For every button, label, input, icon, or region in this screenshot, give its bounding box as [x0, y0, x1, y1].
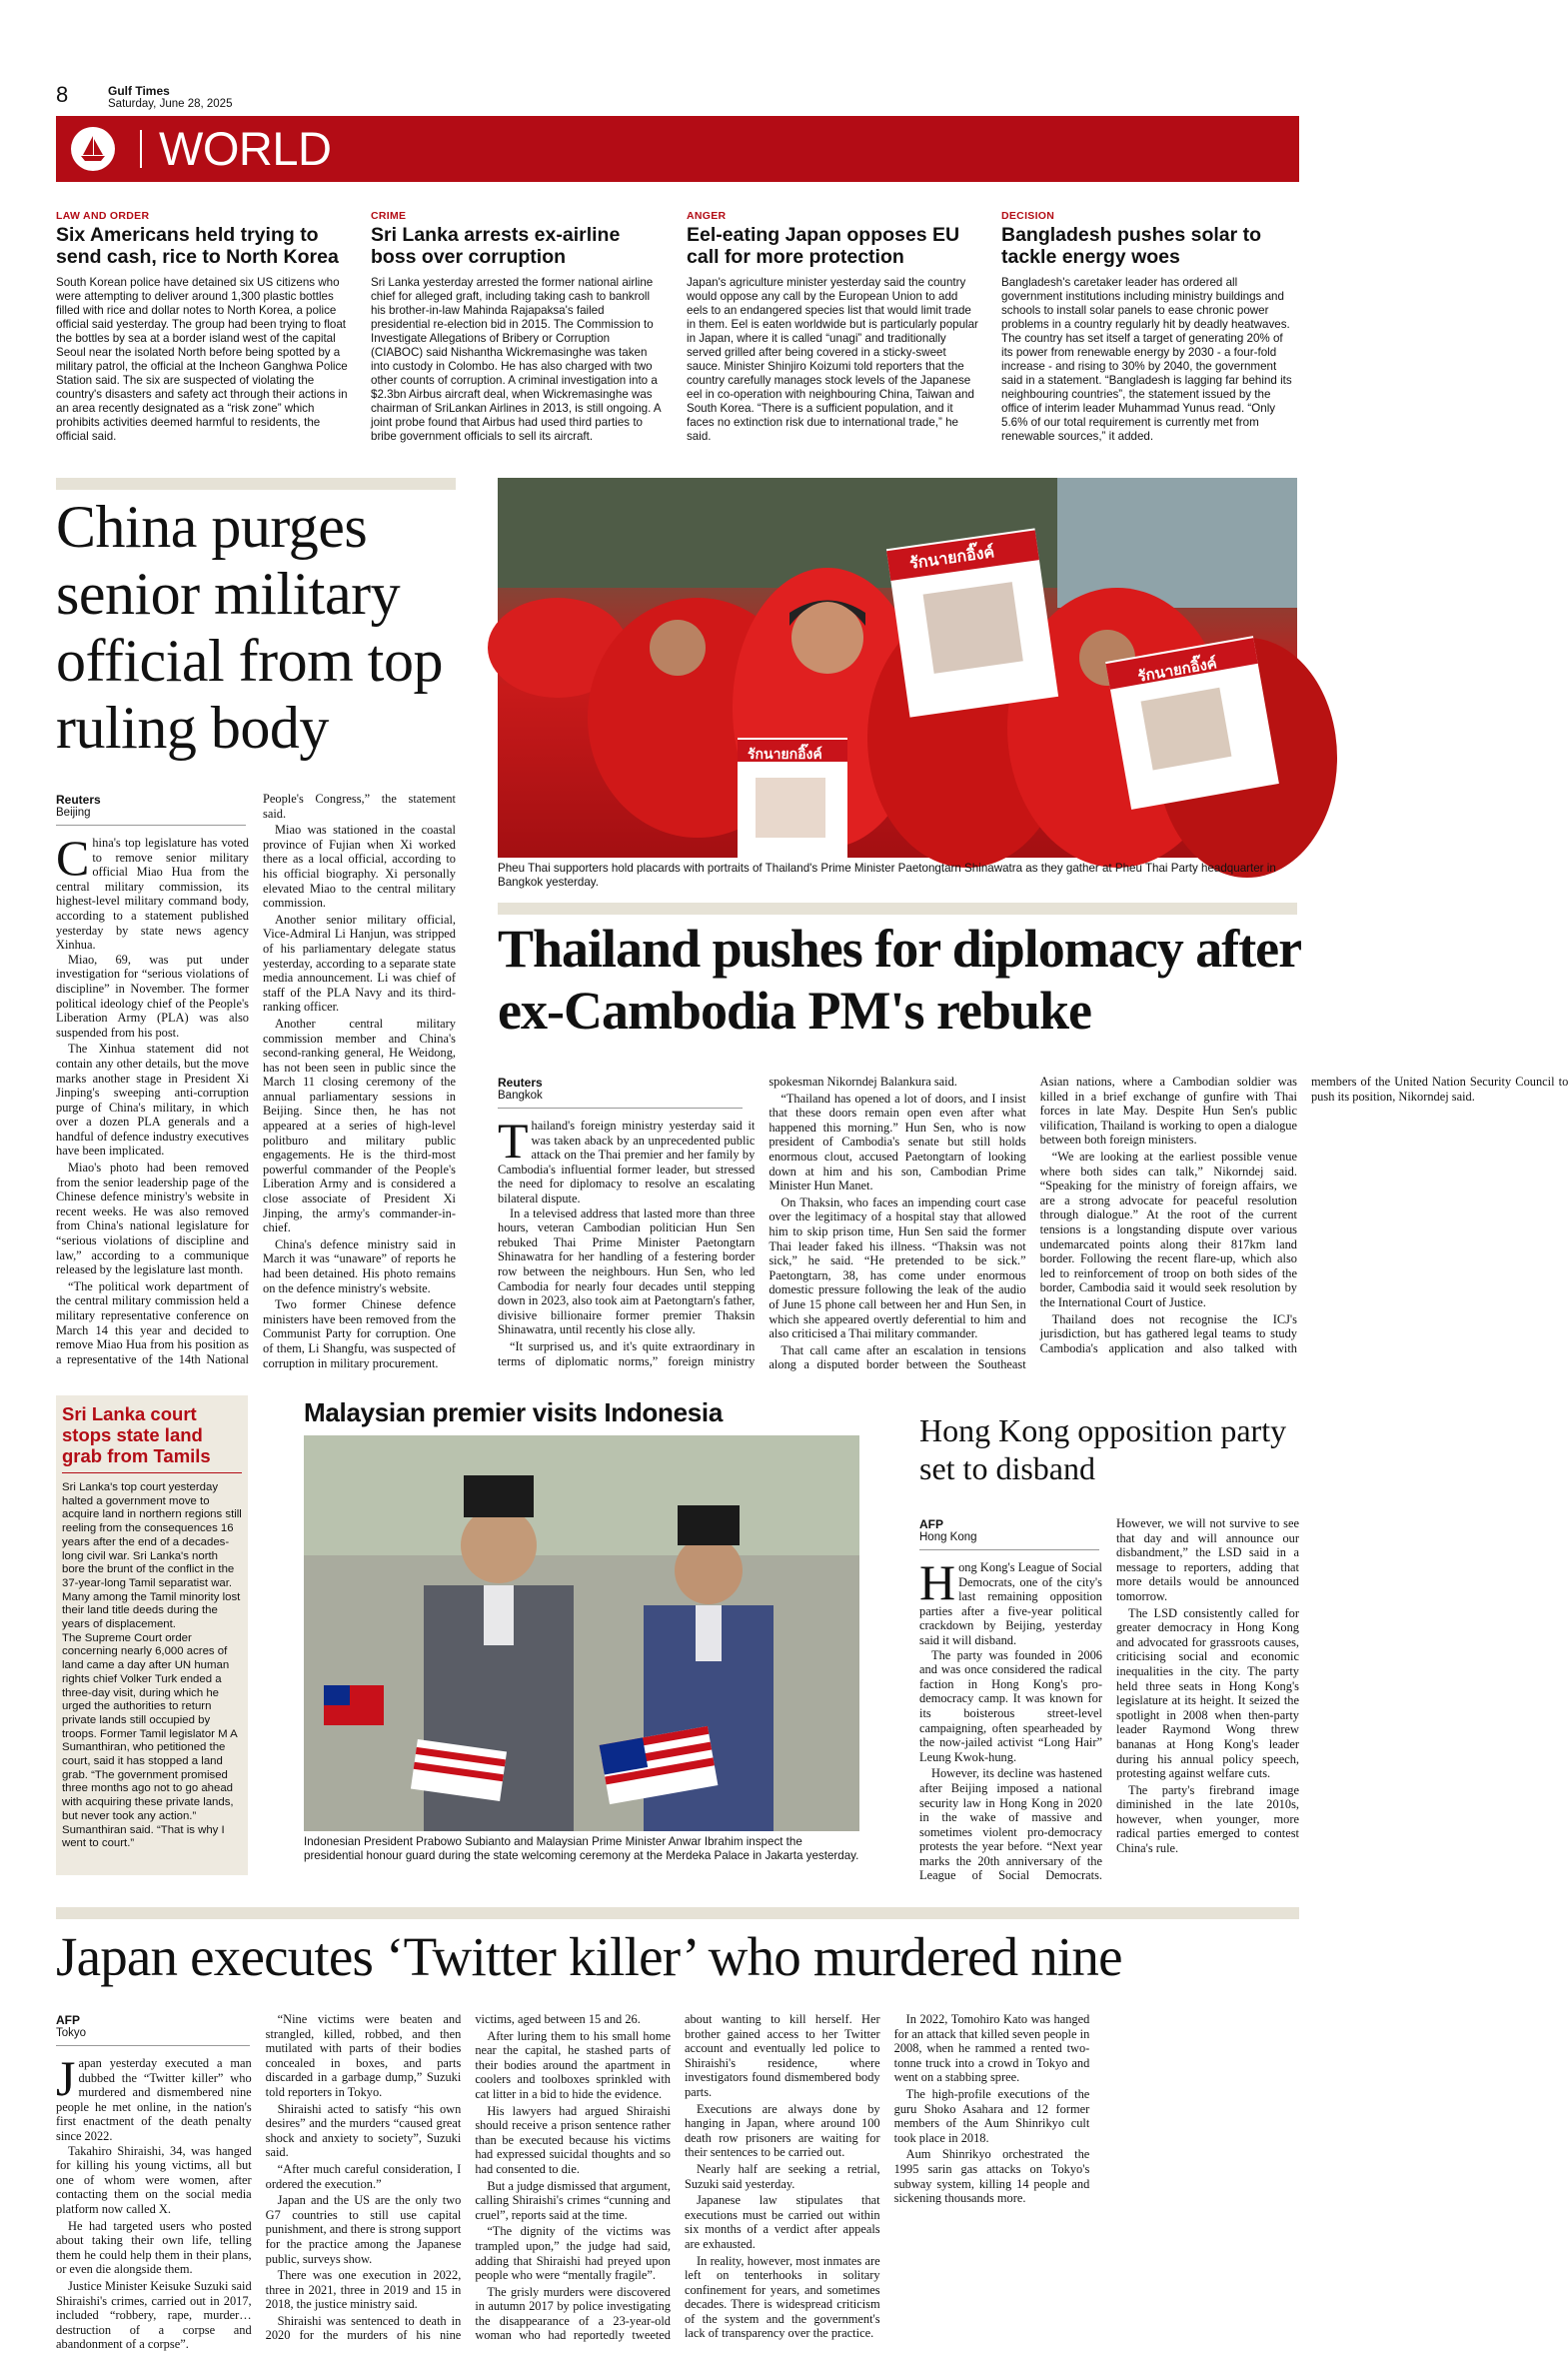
paragraph: “After much careful consideration, I ordered the execution.”	[265, 2161, 462, 2191]
byline-agency: AFP	[919, 1517, 943, 1531]
paragraph: In reality, however, most inmates are left on tenterhooks in solitary confinement for years, and sometimes decades. There is widespread criticism of the system and the government's lack of transparency over the practice.	[684, 2253, 880, 2341]
malaysia-headline: Malaysian premier visits Indonesia	[304, 1397, 723, 1427]
dhow-boat-icon	[71, 127, 115, 171]
brief-anger	[687, 210, 978, 444]
paragraph: Another central military commission member and China's second-ranking general, He Weidong, has not been seen in public since the March 11 closing ceremony of the annual parliamentary sessions in Beijing. Since then, he has not appeared at a series of high-level politburo and military public engagements. He is the third-most powerful commander of the People's Liberation Army and is considered a close associate of President Xi Jinping, the army's commander-in-chief.	[263, 1016, 456, 1235]
paragraph: His lawyers had argued Shiraishi should receive a prison sentence rather than be executed because his victims had expressed suicidal thoughts and so had consented to die.	[475, 2103, 671, 2176]
srilanka-box	[56, 1395, 248, 1875]
paragraph: The party's firebrand image diminished in the late 2010s, however, when younger, more radical parties emerged to contest China's rule.	[1116, 1782, 1299, 1856]
paragraph: Japan yesterday executed a man dubbed the “Twitter killer” who murdered and dismembered nine people he met online, in the nation's first enactment of the death penalty since 2022.	[56, 2050, 252, 2143]
srilanka-body: Sri Lanka's top court yesterday halted a government move to acquire land in northern regions still reeling from the consequences 16 years after the end of a decades-long civil war. Sri Lanka's north bore the brunt of the conflict in the 37-year-long Tamil separatist war. Many among the Tamil minority lost their land title deeds during the years of displacement. The Supreme Court order concerning nearly 6,000 acres of land came a day after UN human rights chief Volker Turk ended a three-day visit, during which he urged the authorities to return private lands still occupied by troops. Former Tamil legislator M A Sumanthiran, who petitioned the court, said it has stopped a land grab. “The government promised three months ago not to go ahead with acquiring these private lands, but never took any action.” Sumanthiran said. “That is why I went to court.”	[62, 1481, 242, 1850]
brief-law-and-order	[56, 210, 348, 444]
paragraph: “The political work department of the central military commission held a military representative conference on March 14 this year and decided to remove Miao Hua from his position as a representative of the 14th National People's Congress,” the statement said.	[56, 792, 456, 1366]
brief-kicker: LAW AND ORDER	[56, 210, 150, 222]
brief-decision	[1001, 210, 1297, 444]
paragraph: There was one execution in 2022, three in 2021, three in 2019 and 15 in 2018, the justice ministry said.	[265, 2268, 462, 2312]
brief-headline: Bangladesh pushes solar to tackle energy woes	[1001, 224, 1262, 268]
paragraph: Shiraishi was sentenced to death in 2020 for the murders of his nine victims, aged between 15 and 26.	[265, 2012, 641, 2343]
paragraph: The high-profile executions of the guru Shoko Asahara and 12 former members of the Aum Shinrikyo cult took place in 2018.	[893, 2086, 1090, 2145]
byline-dateline: Tokyo	[56, 2027, 87, 2039]
paragraph: “We are looking at the earliest possible venue where both sides can talk,” Nikorndej said. “Speaking for the ministry of foreign affairs, we are a strong advocate for peaceful resolution through dialogue.” At the root of the current tensions is a longstanding dispute over various undemarcated points along their 817km land border. Following the recent flare-up, which also led to reinforcement of troop on both sides of the border, Cambodia said it would seek resolution by the International Court of Justice.	[1039, 1149, 1297, 1309]
thailand-headline: Thailand pushes for diplomacy after ex-Cambodia PM's rebuke	[498, 919, 1301, 1041]
leaders-illustration	[304, 1435, 859, 1831]
placard-text: รักนายกอิ๊งค์	[1136, 655, 1219, 686]
byline-dateline: Hong Kong	[919, 1531, 977, 1543]
brief-body: Japan's agriculture minister yesterday said the country would oppose any call by the European Union to add eels to an endangered species list that would limit trade in them. Eel is eaten worldwide but is particularly popular in Japan, where it is called “unagi” and traditionally served grilled after being covered in a sticky-sweet sauce. Minister Shinjiro Koizumi told reporters that the country carefully manages stock levels of the Japanese eel in co-operation with neighbouring China, Taiwan and South Korea. “There is a sufficient population, and it faces no extinction risk due to international trade,” he said.	[687, 276, 978, 443]
srilanka-headline: Sri Lanka court stops state land grab from Tamils	[62, 1403, 211, 1466]
banner-divider	[140, 130, 142, 168]
paragraph: “The dignity of the victims was trampled upon,” the judge had said, adding that Shiraishi had preyed upon people who were “mentally fragile”.	[475, 2224, 671, 2283]
thailand-protest-photo	[498, 478, 1297, 858]
byline-dateline: Beijing	[56, 807, 91, 819]
masthead-date: Saturday, June 28, 2025	[108, 98, 233, 110]
paragraph: Another senior military official, Vice-Admiral Li Hanjun, was stripped of his parliamentary delegate status yesterday, according to a separate state media announcement. Li was chief of staff of the PLA Navy and its third-ranking officer.	[263, 912, 456, 1015]
paragraph: Thailand's foreign ministry yesterday said it was taken aback by an unprecedented public attack on the Thai premier and her family by Cambodia's influential former leader, but stressed the need for diplomacy to resolve an escalating bilateral dispute.	[498, 1113, 756, 1205]
brief-kicker: CRIME	[371, 210, 407, 222]
paragraph: Two former Chinese defence ministers have been removed from the Communist Party for corruption. One of them, Li Shangfu, was suspected of corruption in military procurement.	[263, 1297, 456, 1370]
section-rule	[56, 478, 456, 490]
brief-body: Bangladesh's caretaker leader has ordered all government institutions including ministry buildings and schools to install solar panels to ease chronic power problems in a country regularly hit by deadly heatwaves. The country has set itself a target of generating 20% of its power from renewable energy by 2030 - a four-fold increase - and rising to 30% by 2040, the government said in a statement. “Bangladesh is lagging far behind its neighbouring countries”, the statement issued by the office of interim leader Muhammad Yunus read. “Only 5.6% of our total requirement is currently met from renewable sources,” it added.	[1001, 276, 1292, 443]
malaysia-photo-caption: Indonesian President Prabowo Subianto and Malaysian Prime Minister Anwar Ibrahim inspect the presidential honour guard during the state welcoming ceremony at the Merdeka Palace in Jakarta yesterday.	[304, 1835, 859, 1862]
hongkong-headline: Hong Kong opposition party set to disband	[919, 1412, 1287, 1486]
paragraph: China's defence ministry said in March it was “unaware” of reports he had been detained. His photo remains on the defence ministry's website.	[263, 1236, 456, 1295]
thailand-photo-caption: Pheu Thai supporters hold placards with portraits of Thailand's Prime Minister Paetongtarn Shinawatra as they gather at Pheu Thai Party headquarter in Bangkok yesterday.	[498, 862, 1276, 889]
thailand-body	[498, 1075, 1568, 1374]
china-body	[56, 792, 456, 1373]
malaysia-honour-guard-photo	[304, 1435, 859, 1831]
paragraph: Executions are always done by hanging in Japan, where around 100 death row prisoners are waiting for their sentences to be carried out.	[684, 2101, 880, 2160]
placard-text: รักนายกอิ๊งค์	[908, 544, 996, 573]
brief-kicker: ANGER	[687, 210, 727, 222]
paragraph: That call came after an escalation in tensions along a disputed border between the Southeast Asian nations, where a Cambodian soldier was killed in a brief exchange of gunfire with Thai forces in late May. Despite Hun Sen's public vilification, Thailand is working to open a dialogue between both foreign ministers.	[769, 1075, 1297, 1372]
byline-dateline: Bangkok	[498, 1090, 543, 1102]
paragraph: After luring them to his small home near the capital, he stashed parts of their bodies around the apartment in coolers and toolboxes sprinkled with cat litter in a bid to hide the evidence.	[475, 2028, 671, 2101]
brief-headline: Sri Lanka arrests ex-airline boss over corruption	[371, 224, 621, 268]
brief-body: South Korean police have detained six US citizens who were attempting to deliver around 1,300 plastic bottles filled with rice and dollar notes to North Korea, a police official said yesterday. The group had been trying to float the bottles by sea at a border island west of the capital Seoul near the isolated North before being spotted by a military patrol, the official at the Incheon Ganghwa Police Station said. The six are suspected of violating the country's disasters and safety act through their actions in an area recently designated as a “risk zone” which prohibits activities deemed harmful to residents, the official said.	[56, 276, 348, 443]
byline-spacer	[498, 1075, 755, 1119]
headline-rule	[62, 1472, 242, 1473]
section-title: WORLD	[159, 122, 332, 175]
paragraph: He had targeted users who posted about taking their own life, telling them he could help them in their plans, or even die alongside them.	[56, 2218, 252, 2277]
paragraph: Miao, 69, was put under investigation for “serious violations of discipline” in November. The former political ideology chief of the People's Liberation Army (PLA) was also suspended from his post.	[56, 952, 249, 1040]
masthead-name: Gulf Times	[108, 84, 170, 98]
paragraph: Japanese law stipulates that executions must be carried out within six months of a verdict after appeals are exhausted.	[684, 2193, 880, 2251]
paragraph: Japan and the US are the only two G7 countries to still use capital punishment, and there is strong support for the practice among the Japanese public, surveys show.	[265, 2193, 462, 2266]
paragraph: Takahiro Shiraishi, 34, was hanged for killing his young victims, all but one of whom were women, after contacting them on the social media platform now called X.	[56, 2143, 252, 2216]
placard-text: รักนายกอิ๊งค์	[748, 746, 822, 762]
japan-headline: Japan executes ‘Twitter killer’ who murdered nine	[56, 1926, 1122, 1987]
section-rule	[56, 1907, 1299, 1919]
paragraph: The LSD consistently called for greater democracy in Hong Kong and advocated for grassroots causes, criticising social and economic inequalities in the city. The party held three seats in Hong Kong's legislature at its height. It seized the spotlight in 2008 when then-party leader Raymond Wong threw bananas at Hong Kong's leader during his annual policy speech, protesting against welfare cuts.	[1116, 1605, 1299, 1781]
paragraph: China's top legislature has voted to remove senior military official Miao Hua from the central military commission, its highest-level military command body, according to a statement published yesterday by state news agency Xinhua.	[56, 830, 249, 953]
section-rule	[498, 903, 1297, 915]
paragraph: Nearly half are seeking a retrial, Suzuki said yesterday.	[684, 2161, 880, 2191]
byline-spacer	[56, 2012, 252, 2056]
china-headline: China purges senior military official from top ruling body	[56, 494, 443, 761]
paragraph: However, its decline was hastened after Beijing imposed a national security law in Hong Kong in 2020 in the wake of massive and sometimes violent pro-democracy protests the year before. “Next year marks the 20th anniversary of the League of Social Democrats. However, we will not survive to see that day and will announce our disbandment,” the LSD said in a message to reporters, adding that more details would be announced tomorrow.	[919, 1516, 1299, 1883]
section-banner	[56, 116, 1299, 182]
paragraph: On Thaksin, who faces an impending court case over the legitimacy of a hospital stay that allowed him to skip prison time, Hun Sen said the former Thai leader faked his illness. “Thaksin was not sick,” he said. “He pretended to be sick.” Paetongtarn, 38, has come under enormous domestic pressure following the leak of the audio of June 15 phone call between her and Hun Sen, in which she appeared overtly deferential to him and also criticised a Thai military commander.	[769, 1194, 1026, 1341]
paragraph: Miao was stationed in the coastal province of Fujian when Xi worked there as a local official, according to his official biography. Xi personally elevated Miao to the central military commission.	[263, 823, 456, 911]
brief-headline: Eel-eating Japan opposes EU call for more protection	[687, 224, 960, 268]
brief-kicker: DECISION	[1001, 210, 1055, 222]
paragraph: Thailand does not recognise the ICJ's jurisdiction, but has gathered legal teams to study Cambodia's application and also talked with members of the United Nation Security Council to push its position, Nikorndej said.	[1039, 1075, 1568, 1355]
paragraph: “Nine victims were beaten and strangled, killed, robbed, and then mutilated with parts of their bodies concealed in boxes, and parts discarded in a garbage dump,” Suzuki told reporters in Tokyo.	[265, 2012, 462, 2099]
paragraph: In a televised address that lasted more than three hours, veteran Cambodian politician Hun Sen rebuked Thai Prime Minister Paetongtarn Shinawatra for her handling of a festering border row between the neighbours. Hun Sen, who led Cambodia for nearly four decades until stepping down in 2023, also took aim at Paetongtarn's father, divisive billionaire former premier Thaksin Shinawatra, until recently his close ally.	[498, 1205, 756, 1337]
paragraph: The party was founded in 2006 and was once considered the radical faction in Hong Kong's pro-democracy camp. It was known for its boisterous street-level campaigning, often spearheaded by the now-jailed activist “Long Hair” Leung Kwok-hung.	[919, 1647, 1102, 1764]
byline-agency: Reuters	[56, 793, 101, 807]
paragraph: Miao's photo had been removed from the senior leadership page of the Chinese defence ministry's website in recent weeks. He was also removed from China's national legislature for “serious violations of discipline and law,” according to a communique released by the legislature last month.	[56, 1161, 249, 1277]
paragraph: The Xinhua statement did not contain any other details, but the move marks another stage in President Xi Jinping's sweeping anti-corruption purge of China's military, in which over a dozen PLA generals and a handful of defence industry executives have been implicated.	[56, 1042, 249, 1159]
brief-crime	[371, 210, 663, 444]
brief-body: Sri Lanka yesterday arrested the former national airline chief for alleged graft, including taking cash to bankroll his brother-in-law Mahinda Rajapaksa's failed presidential re-election bid in 2015. The Commission to Investigate Allegations of Bribery or Corruption (CIABOC) said Nishantha Wickremasinghe was taken into custody in Colombo. He has also charged with two other counts of corruption. A criminal investigation into a $2.3bn Airbus aircraft deal, when Wickremasinghe was chairman of SriLankan Airlines in 2013, is still ongoing. A joint probe found that Airbus had used third parties to bribe government officials to sell its aircraft.	[371, 276, 662, 443]
paragraph: “It surprised us, and it's quite extraordinary in terms of diplomatic norms,” foreign ministry spokesman Nikorndej Balankura said.	[498, 1075, 957, 1368]
paragraph: “Thailand has opened a lot of doors, and I insist that these doors remain open even after what happened this morning.” Hun Sen, who is now president of Cambodia's senate but still holds enormous clout, accused Paetongtarn of looking down at him and his son, Cambodian Prime Minister Hun Manet.	[769, 1091, 1026, 1193]
paragraph: Justice Minister Keisuke Suzuki said Shiraishi's crimes, carried out in 2017, included “robbery, rape, murder… destruction of a corpse and abandonment of a corpse”.	[56, 2278, 252, 2352]
page-number: 8	[56, 82, 69, 107]
paragraph: Aum Shinrikyo orchestrated the 1995 sarin gas attacks on Tokyo's subway system, killing 14 people and sickening thousands more.	[893, 2147, 1090, 2206]
brief-headline: Six Americans held trying to send cash, rice to North Korea	[56, 224, 339, 268]
paragraph: But a judge dismissed that argument, calling Shiraishi's crimes “cunning and cruel”, reports said at the time.	[475, 2178, 671, 2222]
byline-agency: Reuters	[498, 1076, 543, 1090]
byline-agency: AFP	[56, 2013, 80, 2027]
paragraph: Hong Kong's League of Social Democrats, one of the city's last remaining opposition parties after a five-year political crackdown by Beijing, yesterday said it will disband.	[919, 1554, 1102, 1647]
paragraph: The grisly murders were discovered in autumn 2017 by police investigating the disappearance of a 23-year-old woman who had reportedly tweeted about wanting to kill herself. Her brother gained access to her Twitter account and eventually led police to Shiraishi's residence, where investigators found dismembered body parts.	[475, 2012, 880, 2343]
hongkong-body	[919, 1516, 1299, 1886]
paragraph: Shiraishi acted to satisfy “his own desires” and the murders “caused great shock and anxiety to society”, Suzuki said.	[265, 2101, 462, 2160]
japan-body	[56, 2012, 1299, 2352]
paragraph: In 2022, Tomohiro Kato was hanged for an attack that killed seven people in 2008, when he rammed a rented two-tonne truck into a crowd in Tokyo and went on a stabbing spree.	[893, 2012, 1090, 2085]
